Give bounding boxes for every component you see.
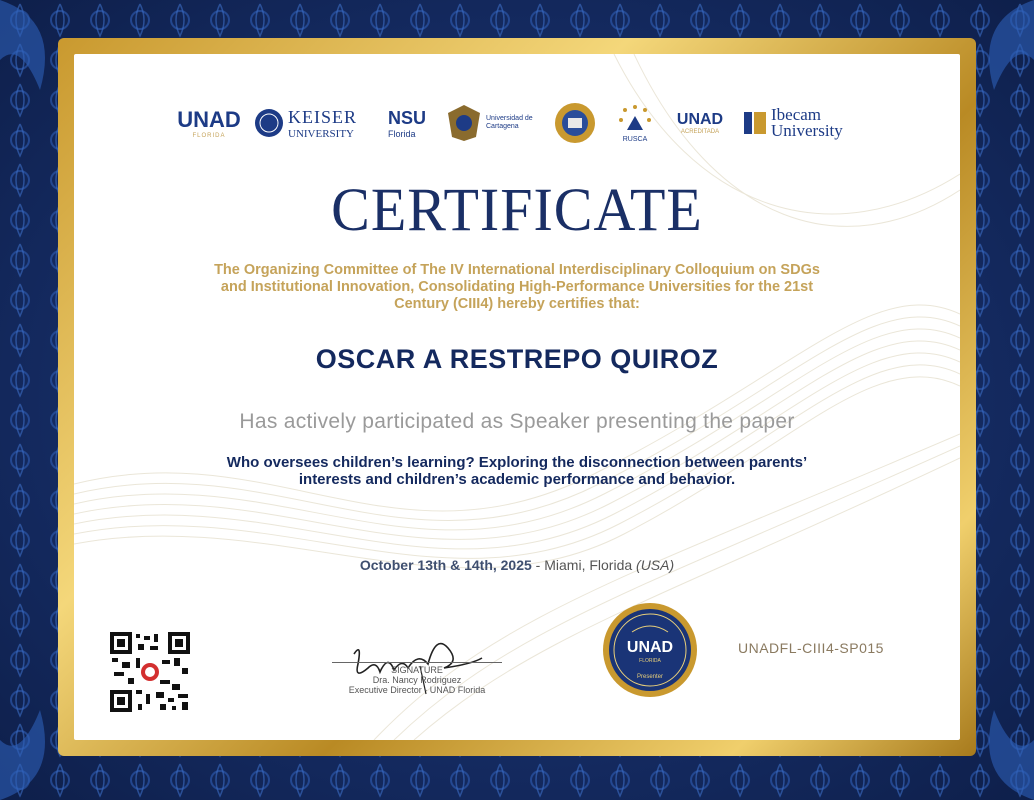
ibecam-university-logo — [742, 94, 860, 152]
nsu-florida-logo — [388, 94, 434, 152]
rusca-stars-icon — [615, 104, 655, 136]
unad-logo-text: UNAD — [177, 107, 241, 132]
keiser-university-logo — [254, 94, 378, 152]
certificate-intro: The Organizing Committee of The IV International Interdisciplinary Colloquium on SDGs and Institutional Innovation, Consolidating High-Performance Universities for the 21st Century (CIII4) hereby certifies that: — [214, 262, 820, 312]
unad-florida-logo — [174, 94, 244, 152]
certificate-body — [74, 54, 960, 740]
decorative-waves — [74, 54, 960, 740]
certificate-title: CERTIFICATE — [331, 175, 703, 244]
keiser-seal-icon — [254, 108, 284, 138]
event-date — [74, 557, 960, 573]
universidad-cartagena-logo — [446, 94, 550, 152]
recipient-name: OSCAR A RESTREPO QUIROZ — [315, 344, 719, 374]
signature-block — [312, 665, 522, 695]
keiser-logo-text: KEISER — [288, 106, 357, 127]
unad2-logo-text: UNAD — [676, 111, 724, 128]
participation-statement: Has actively participated as Speaker presenting the paper — [239, 410, 795, 433]
signature-label: SIGNATURE — [391, 665, 443, 675]
event-date-place: - Miami, Florida — [531, 557, 637, 573]
presenter-seal — [602, 602, 698, 698]
ibecam-mark-icon — [742, 108, 768, 138]
seal-subtitle: FLORIDA — [639, 658, 661, 664]
signer-name: Dra. Nancy Rodriguez — [372, 675, 462, 685]
seal-role: Presenter — [636, 674, 664, 680]
ibecam-logo-text: Ibecam — [771, 105, 822, 124]
ibecam-logo-wordmark — [771, 107, 843, 139]
unad-acreditada-logo — [670, 94, 730, 152]
signature-line — [332, 662, 502, 663]
nsu-logo-text: NSU — [388, 107, 427, 128]
cartagena-logo-text: Universidad de Cartagena — [486, 115, 533, 130]
keiser-logo-wordmark — [288, 107, 357, 140]
unad-logo-sub: FLORIDA — [192, 133, 226, 139]
event-date-dates: October 13th & 14th, 2025 — [359, 557, 532, 573]
keiser-logo-sub: UNIVERSITY — [288, 127, 354, 140]
ibecam-logo-sub: University — [771, 121, 843, 140]
signer-title: Executive Director - UNAD Florida — [348, 685, 486, 695]
paper-title: Who oversees children’s learning? Exploring the disconnection between parents’ interests and children’s academic performance and behavior. — [226, 454, 808, 488]
qr-code[interactable] — [110, 632, 190, 712]
nsu-logo-sub: Florida — [388, 128, 416, 139]
partner-logos — [174, 94, 860, 152]
cartagena-crest-icon — [446, 103, 482, 143]
gold-seal-icon — [554, 102, 596, 144]
unad2-logo-sub: ACREDITADA — [680, 129, 720, 135]
rusca-logo-text: RUSCA — [622, 135, 648, 143]
event-date-country: (USA) — [636, 557, 675, 573]
gold-seal-logo — [554, 94, 596, 152]
rusca-logo — [608, 94, 662, 152]
certificate-code: UNADFL-CIII4-SP015 — [738, 640, 884, 656]
seal-title: UNAD — [626, 639, 674, 656]
